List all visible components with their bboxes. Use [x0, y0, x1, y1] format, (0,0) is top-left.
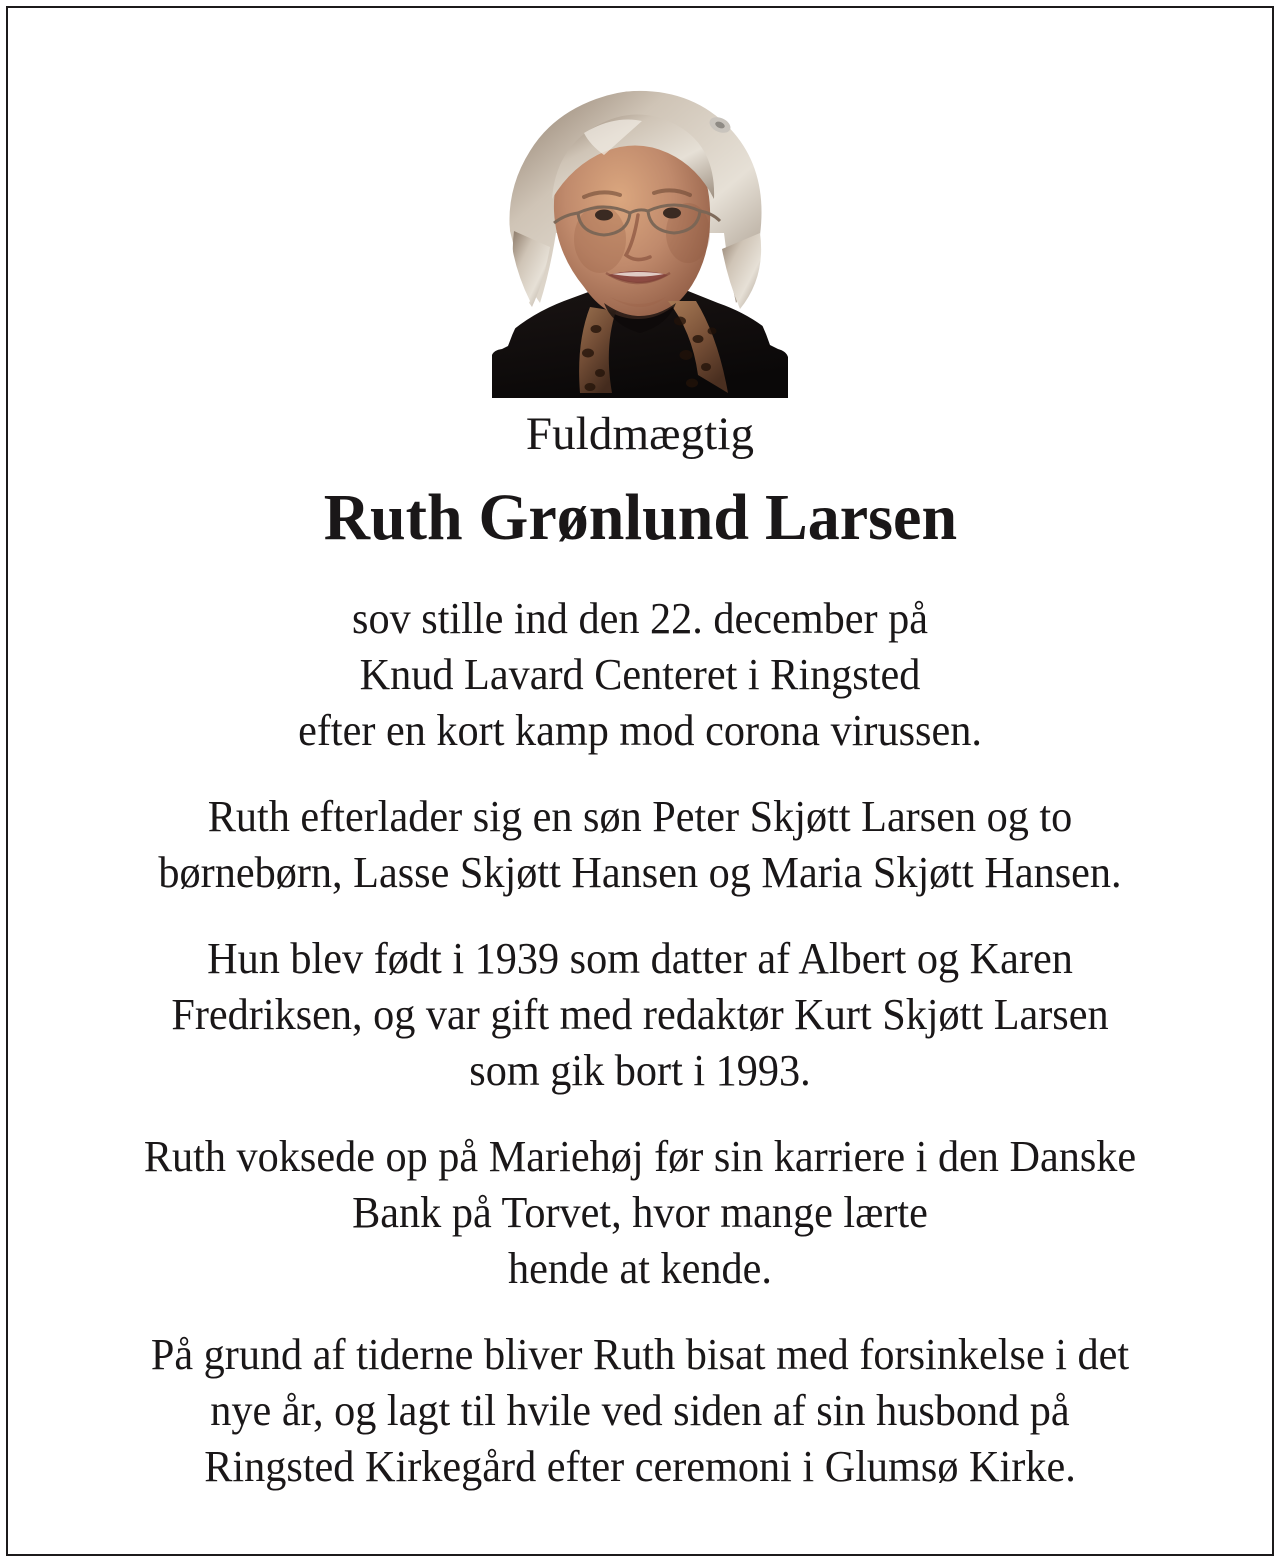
portrait-photo [492, 63, 788, 398]
paragraph [47, 789, 1234, 901]
obituary-body [22, 591, 1258, 1495]
text-line: Hun blev født i 1939 som datter af Albert og Karen [207, 934, 1073, 983]
paragraph [47, 1129, 1234, 1297]
text-line: På grund af tiderne bliver Ruth bisat med forsinkelse i det [150, 1330, 1130, 1379]
text-line: Ruth voksede op på Mariehøj før sin karriere i den Danske [143, 1132, 1137, 1181]
paragraph [47, 591, 1234, 759]
role-title: Fuldmægtig [525, 408, 755, 460]
text-line: Ruth efterlader sig en søn Peter Skjøtt Larsen og to [207, 792, 1073, 841]
text-line: børnebørn, Lasse Skjøtt Hansen og Maria Skjøtt Hansen. [158, 848, 1122, 897]
text-line: sov stille ind den 22. december på [352, 594, 928, 643]
paragraph [47, 1327, 1234, 1495]
text-line: efter en kort kamp mod corona virussen. [298, 706, 982, 755]
text-line: Ringsted Kirkegård efter ceremoni i Glumsø Kirke. [204, 1442, 1076, 1491]
text-line: nye år, og lagt til hvile ved siden af sin husbond på [210, 1386, 1070, 1435]
text-line: Fredriksen, og var gift med redaktør Kurt Skjøtt Larsen [171, 990, 1109, 1039]
deceased-name: Ruth Grønlund Larsen [323, 481, 957, 554]
text-line: som gik bort i 1993. [469, 1046, 811, 1095]
text-line: Bank på Torvet, hvor mange lærte [352, 1188, 928, 1237]
paragraph [47, 931, 1234, 1099]
text-line: Knud Lavard Centeret i Ringsted [359, 650, 921, 699]
text-line: hende at kende. [508, 1244, 772, 1293]
